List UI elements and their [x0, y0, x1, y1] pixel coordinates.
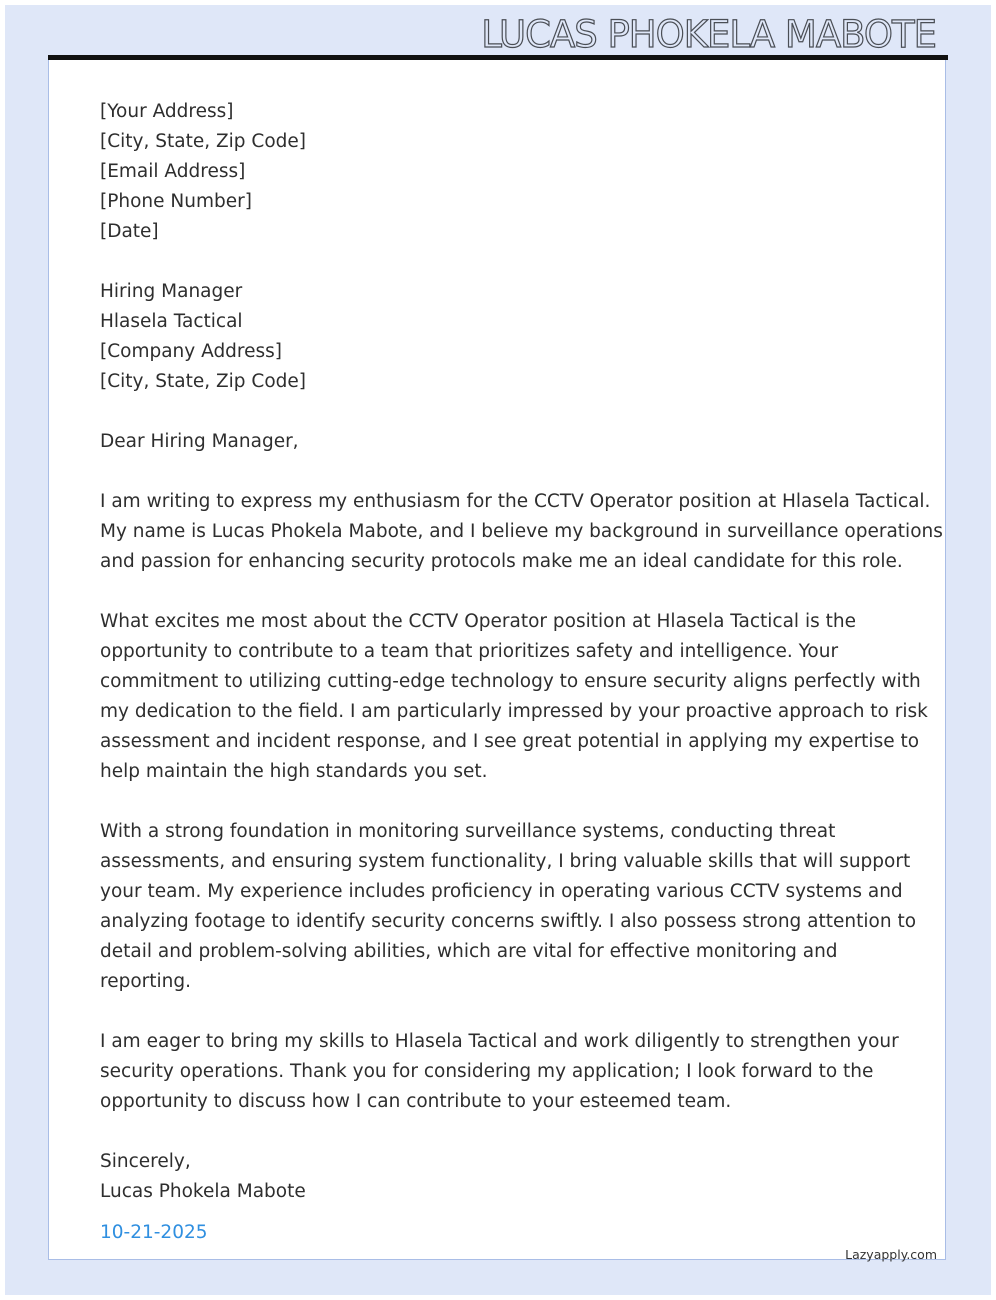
paragraph-line: assessments, and ensuring system functionality, I bring valuable skills that will support: [100, 851, 911, 872]
paragraph-line: My name is Lucas Phokela Mabote, and I believe my background in surveillance operations: [100, 521, 943, 542]
body-paragraph-closing: [100, 1027, 910, 1117]
paragraph-line: and passion for enhancing security protocols make me an ideal candidate for this role.: [100, 551, 903, 572]
paragraph-line: reporting.: [100, 971, 191, 992]
recipient-company: Hlasela Tactical: [100, 311, 243, 332]
sender-date: [Date]: [100, 221, 159, 242]
body-paragraph-motivation: [100, 607, 928, 787]
salutation-block: [100, 427, 910, 457]
sender-phone: [Phone Number]: [100, 191, 252, 212]
cover-letter-body: [100, 97, 943, 1207]
paragraph-line: security operations. Thank you for considering my application; I look forward to the: [100, 1061, 874, 1082]
watermark: Lazyapply.com: [845, 1247, 937, 1262]
sender-address: [Your Address]: [100, 101, 234, 122]
paragraph-line: my dedication to the field. I am particularly impressed by your proactive approach to risk: [100, 701, 928, 722]
applicant-name-title: LUCAS PHOKELA MABOTE: [481, 13, 936, 56]
recipient-block: [100, 277, 910, 397]
body-paragraph-skills: [100, 817, 917, 997]
paragraph-line: help maintain the high standards you set.: [100, 761, 488, 782]
sender-email: [Email Address]: [100, 161, 246, 182]
paragraph-line: commitment to utilizing cutting-edge technology to ensure security aligns perfectly with: [100, 671, 921, 692]
paragraph-line: I am eager to bring my skills to Hlasela Tactical and work diligently to strengthen your: [100, 1031, 899, 1052]
valediction: Sincerely,: [100, 1151, 191, 1172]
paragraph-line: analyzing footage to identify security concerns swiftly. I also possess strong attention to: [100, 911, 917, 932]
paragraph-line: your team. My experience includes proficiency in operating various CCTV systems and: [100, 881, 903, 902]
recipient-title: Hiring Manager: [100, 281, 243, 302]
signature-name: Lucas Phokela Mabote: [100, 1181, 306, 1202]
signature-block: [100, 1147, 910, 1207]
paragraph-line: opportunity to discuss how I can contribute to your esteemed team.: [100, 1091, 732, 1112]
footer-date: 10-21-2025: [100, 1222, 208, 1243]
paragraph-line: What excites me most about the CCTV Operator position at Hlasela Tactical is the: [100, 611, 856, 632]
sender-block: [100, 97, 910, 247]
paragraph-line: assessment and incident response, and I see great potential in applying my expertise to: [100, 731, 920, 752]
paragraph-line: I am writing to express my enthusiasm for the CCTV Operator position at Hlasela Tactical.: [100, 491, 931, 512]
salutation: Dear Hiring Manager,: [100, 431, 299, 452]
paragraph-line: detail and problem-solving abilities, which are vital for effective monitoring and: [100, 941, 838, 962]
paragraph-line: With a strong foundation in monitoring surveillance systems, conducting threat: [100, 821, 836, 842]
paragraph-line: opportunity to contribute to a team that prioritizes safety and intelligence. Your: [100, 641, 839, 662]
sender-city-state-zip: [City, State, Zip Code]: [100, 131, 306, 152]
recipient-address: [Company Address]: [100, 341, 283, 362]
body-paragraph-intro: [100, 487, 943, 577]
recipient-city-state-zip: [City, State, Zip Code]: [100, 371, 306, 392]
